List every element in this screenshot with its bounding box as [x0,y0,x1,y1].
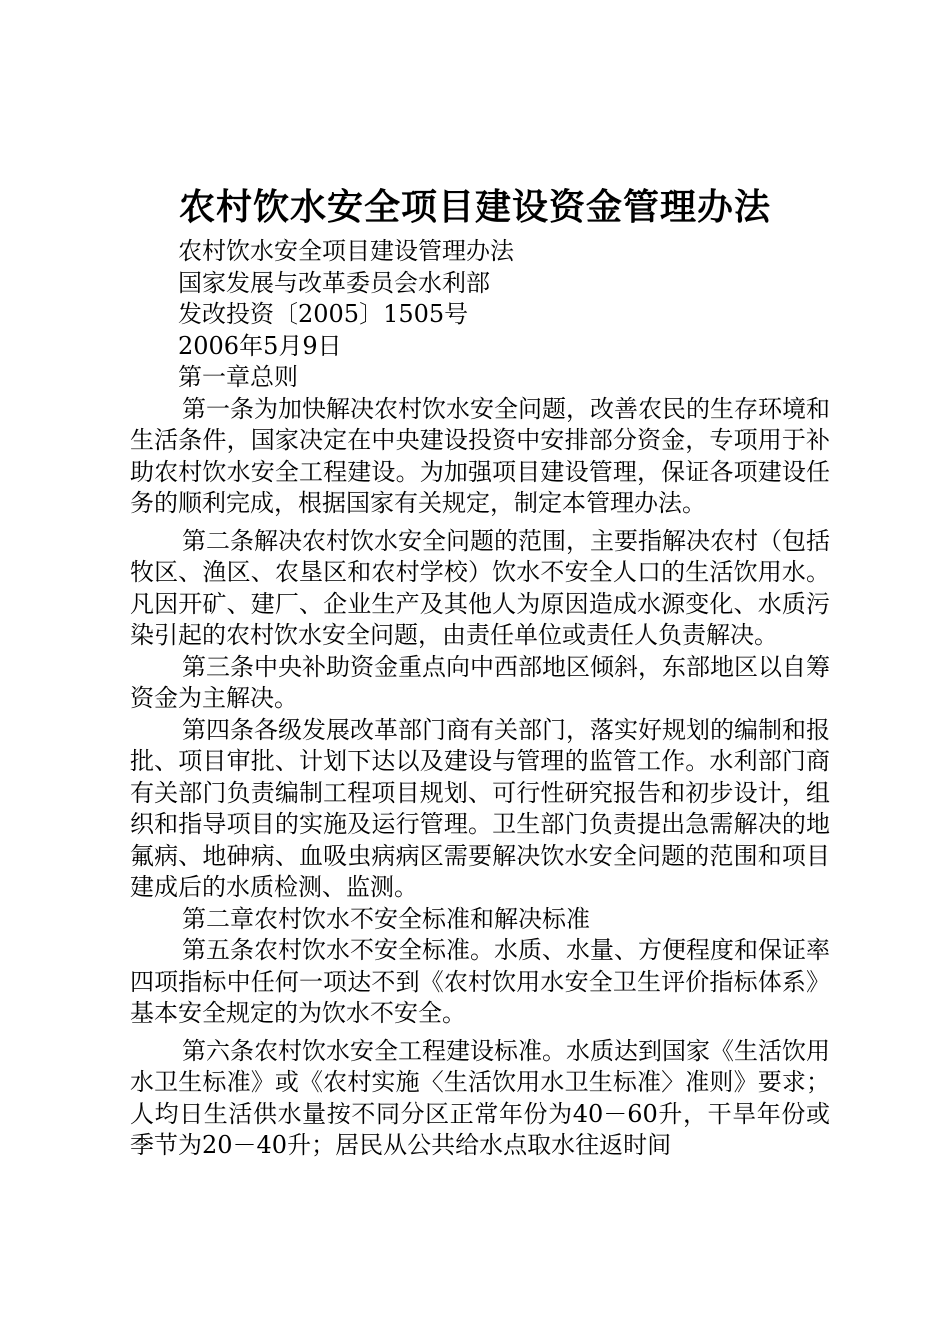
document-number-line: 发改投资〔2005〕1505号 [178,300,469,328]
article-paragraph: 第五条农村饮水不安全标准。水质、水量、方便程度和保证率四项指标中任何一项达不到《农村饮用水安全卫生评价指标体系》基本安全规定的为饮水不安全。 [130,936,830,1027]
article-paragraph: 第二条解决农村饮水安全问题的范围，主要指解决农村（包括牧区、渔区、农垦区和农村学校）饮水不安全人口的生活饮用水。凡因开矿、建厂、企业生产及其他人为原因造成水源变化、水质污染引起的农村饮水安全问题，由责任单位或责任人负责解决。 [130,526,830,649]
date-line: 2006年5月9日 [178,331,342,360]
subtitle-line: 农村饮水安全项目建设管理办法 [178,237,514,265]
article-paragraph: 第一条为加快解决农村饮水安全问题，改善农民的生存环境和生活条件，国家决定在中央建设投资中安排部分资金，专项用于补助农村饮水安全工程建设。为加强项目建设管理，保证各项建设任务的顺利完成，根据国家有关规定，制定本管理办法。 [130,394,830,517]
chapter-heading: 第一章总则 [178,363,298,391]
chapter-heading: 第二章农村饮水不安全标准和解决标准 [182,904,590,933]
article-paragraph: 第六条农村饮水安全工程建设标准。水质达到国家《生活饮用水卫生标准》或《农村实施〈生活饮用水卫生标准〉准则》要求；人均日生活供水量按不同分区正常年份为40－60升，干旱年份或季节为20－40升；居民从公共给水点取水往返时间 [130,1036,830,1159]
issuer-line: 国家发展与改革委员会水利部 [178,268,490,297]
document-title: 农村饮水安全项目建设资金管理办法 [178,187,771,228]
article-paragraph: 第三条中央补助资金重点向中西部地区倾斜，东部地区以自筹资金为主解决。 [130,652,830,712]
article-paragraph: 第四条各级发展改革部门商有关部门，落实好规划的编制和报批、项目审批、计划下达以及建设与管理的监管工作。水利部门商有关部门负责编制工程项目规划、可行性研究报告和初步设计，组织和指导项目的实施及运行管理。卫生部门负责提出急需解决的地氟病、地砷病、血吸虫病病区需要解决饮水安全问题的范围和项目建成后的水质检测、监测。 [130,715,830,901]
document-body [130,236,830,1162]
